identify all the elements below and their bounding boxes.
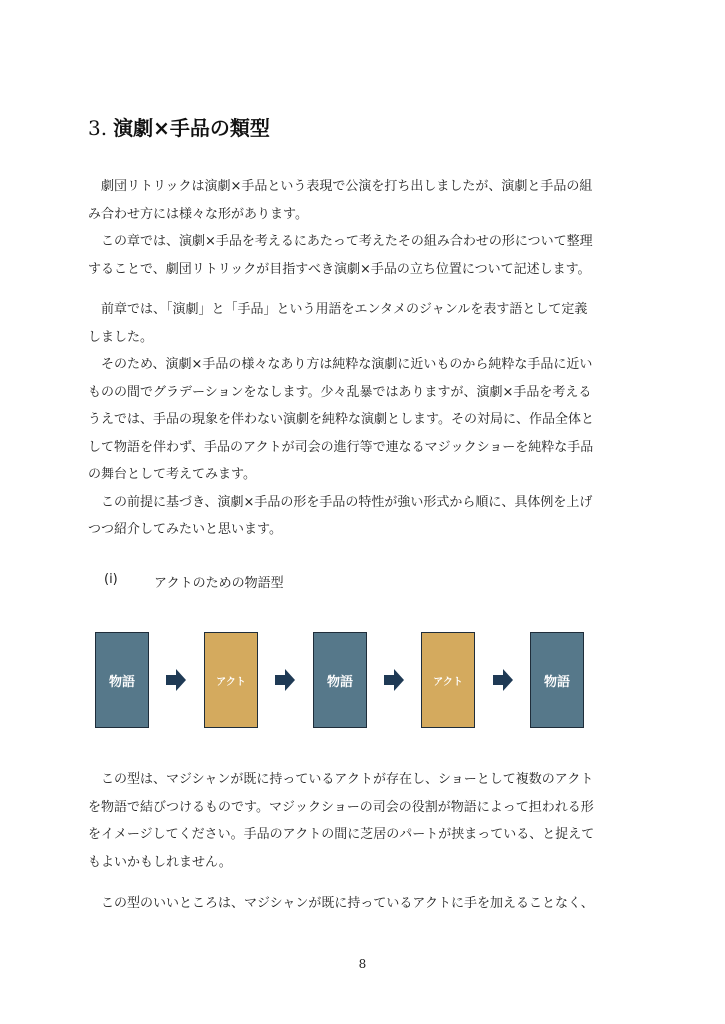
right-arrow-icon [493,669,513,691]
type-description-paragraph: この型は、マジシャンが既に持っているアクトが存在し、ショーとして複数のアクト を物語で結びつけるものです。マジックショーの司会の役割が物語によって担われる形 をイメージしてください。手品のアクトの間に芝居のパートが挟まっている、と捉えて もよいかもしれません。 [88,772,595,870]
flow-box-story-1 [95,632,149,728]
flow-box-story-3 [530,632,584,728]
right-arrow-icon [275,669,295,691]
flow-box-label: 物語 [108,674,135,690]
flow-box-label: 物語 [543,674,570,690]
flow-box-act-1 [204,632,258,728]
right-arrow-icon [384,669,404,691]
flow-box-story-2 [313,632,367,728]
subsection-label: (i) [104,572,118,587]
page-number: 8 [358,957,367,971]
flow-box-label: アクト [216,676,246,688]
subsection-title: アクトのための物語型 [154,576,284,591]
section-number: 3. [88,116,108,140]
flow-box-act-2 [421,632,475,728]
flow-box-label: アクト [433,676,463,688]
premise-paragraph: 前章では、「演劇」と「手品」という用語をエンタメのジャンルを表す語として定義 しました。 そのため、演劇×手品の様々なあり方は純粋な演劇に近いものから純粋な手品に近い ものの間でグラデーションをなします。少々乱暴ではありますが、演劇×手品を考える うえでは、手品の現象を伴わない演劇を純粋な演劇とします。その対局に、作品全体と して物語を伴わず、手品のアクトが司会の進行等で連なるマジックショーを純粋な手品 の舞台として考えてみます。 この前提に基づき、演劇×手品の形を手品の特性が強い形式から順に、具体例を上げ つつ紹介してみたいと思います。 [88,302,594,537]
type-merit-paragraph: この型のいいところは、マジシャンが既に持っているアクトに手を加えることなく、 [88,896,594,911]
flow-box-label: 物語 [326,674,353,690]
right-arrow-icon [166,669,186,691]
section-heading [88,112,270,141]
intro-paragraph: 劇団リトリックは演劇×手品という表現で公演を打ち出しましたが、演劇と手品の組 み合わせ方には様々な形があります。 この章では、演劇×手品を考えるにあたって考えたその組み合わせの形について整理 することで、劇団リトリックが目指すべき演劇×手品の立ち位置について記述します。 [88,179,593,277]
section-title: 演劇×手品の類型 [113,116,270,140]
